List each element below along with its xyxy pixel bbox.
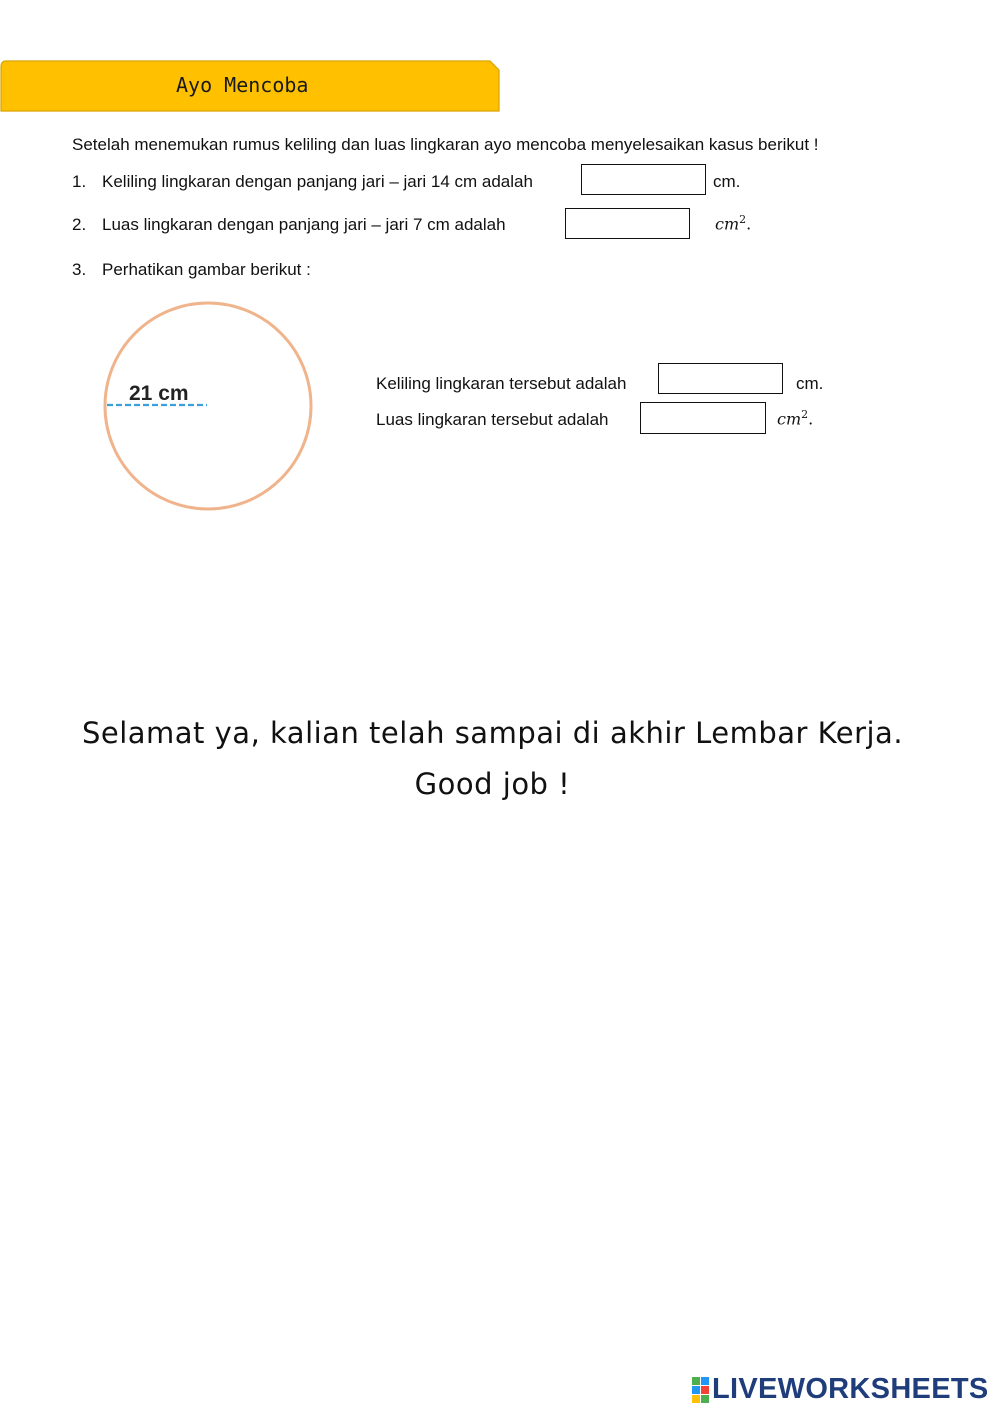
- unit-exponent: 2: [801, 408, 809, 421]
- question-1-text: Keliling lingkaran dengan panjang jari – jari 14 cm adalah: [102, 172, 533, 191]
- unit-suffix: .: [808, 409, 814, 429]
- intro-text: Setelah menemukan rumus keliling dan luas lingkaran ayo mencoba menyelesaikan kasus berikut !: [72, 135, 819, 154]
- answer-2-input[interactable]: [565, 208, 690, 239]
- question-2-text: Luas lingkaran dengan panjang jari – jari 7 cm adalah: [102, 215, 506, 234]
- unit-base: cm: [715, 214, 740, 234]
- answer-luas-input[interactable]: [640, 402, 766, 434]
- brand-name: LIVEWORKSHEETS: [712, 1373, 989, 1405]
- sub-question-keliling-text: Keliling lingkaran tersebut adalah: [376, 374, 627, 393]
- answer-luas-unit: [777, 408, 813, 428]
- circle-figure: [100, 298, 318, 516]
- unit-exponent: 2: [739, 213, 747, 226]
- unit-suffix: .: [746, 214, 752, 234]
- answer-keliling-unit: cm.: [796, 374, 824, 393]
- sub-question-luas-text: Luas lingkaran tersebut adalah: [376, 410, 609, 429]
- question-3-number: 3.: [72, 260, 87, 279]
- radius-label: 21 cm: [129, 382, 189, 405]
- closing-message: Selamat ya, kalian telah sampai di akhir Lembar Kerja.: [81, 716, 904, 750]
- answer-keliling-input[interactable]: [658, 363, 783, 394]
- question-1-number: 1.: [72, 172, 87, 191]
- answer-1-input[interactable]: [581, 164, 706, 195]
- answer-2-unit: [715, 213, 751, 233]
- question-3-text: Perhatikan gambar berikut :: [102, 260, 311, 279]
- banner-title: Ayo Mencoba: [176, 73, 309, 97]
- closing-good-job: Good job !: [414, 767, 571, 801]
- section-banner: [0, 60, 500, 112]
- liveworksheets-logo-icon: [692, 1377, 710, 1403]
- question-2-number: 2.: [72, 215, 87, 234]
- answer-1-unit: cm.: [713, 172, 741, 191]
- unit-base: cm: [777, 409, 802, 429]
